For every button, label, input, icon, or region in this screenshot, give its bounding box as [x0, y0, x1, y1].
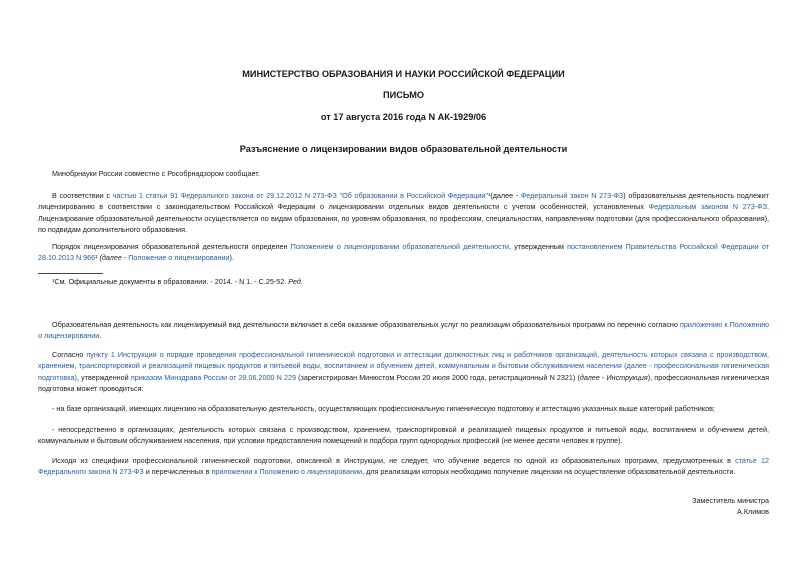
intro-paragraph: Минобрнауки России совместно с Рособрнадзором сообщает.: [52, 169, 260, 178]
health-ministry-order-229-link[interactable]: приказом Минздрава России от 29.06.2000 N 229: [130, 372, 296, 382]
paragraph-3: [38, 319, 769, 342]
licensing-annex-link[interactable]: приложению к Положению о лицензировании: [38, 320, 769, 341]
document-type: ПИСЬМО: [382, 90, 425, 100]
signature-position: Заместитель министра: [692, 496, 769, 505]
footnote-mark: ¹: [52, 277, 55, 286]
law-273-article-12-link[interactable]: статье 12 Федерального закона N 273-ФЗ: [38, 456, 769, 477]
paragraph-5: - на базе организаций, имеющих лицензию на образовательную деятельность, осуществляющих профессиональную гигиеническую подготовку и аттестацию указанных выше категорий работников;: [52, 404, 715, 413]
footnote-mark: ¹: [95, 255, 98, 263]
text: Образовательная деятельность как лицензируемый вид деятельности включает в себя оказание образовательных услуг по реализации образовательных программ по перечню согласно: [52, 320, 680, 329]
text: ), профессиональная гигиеническая подготовка может проводиться:: [38, 372, 769, 393]
text: ).: [229, 253, 234, 263]
text: (далее -: [97, 253, 129, 263]
text: , для реализации которых необходимо получение лицензии на осуществление образовательной деятельности.: [362, 467, 736, 477]
hygiene-instruction-link[interactable]: пункту 1 Инструкции о порядке проведения профессиональной гигиенической подготовки и аттестации должностных лиц и работников организаций, деятельность которых связана с производством, хранением, транспортировкой и реализацией пищевых продуктов и питьевой воды, воспитанием и обучением детей, коммунальным и бытовым обслуживанием населения (далее - профессиональная гигиеническая подготовка): [38, 350, 769, 382]
text: Исходя из специфики профессиональной гигиенической подготовки, описанной в Инструкции, не следует, что обучение ведется по одной из образовательных программ, предусмотренных в: [52, 456, 736, 465]
licensing-regulation-link[interactable]: Положением о лицензировании образовательной деятельности: [290, 242, 510, 251]
text: Порядок лицензирования образовательной деятельности определен: [52, 242, 291, 251]
document-date-number: от 17 августа 2016 года N АК-1929/06: [320, 112, 487, 122]
text: (зарегистрирован Минюстом России 20 июля 2000 года, регистрационный N 2321) (: [295, 372, 580, 382]
text: . Лицензирование образовательной деятельности осуществляется по видам образования, по уровням образования, по профессиям, специальностям, направлениям подготовки (для профессионального образования), по подвидам дополнительного образования.: [38, 202, 769, 234]
paragraph-6: - непосредственно в организациях, деятельность которых связана с производством, хранением, транспортировкой и реализацией пищевых продуктов и питьевой воды, воспитанием и обучением детей, коммунальным и бытовым обслуживанием населения, при условии предоставления помещений и подбора групп однородных профессий (не менее десяти человек в группе).: [38, 425, 769, 446]
text: ) образовательная деятельность подлежит лицензированию в соответствии с законодательством Российской Федерации о лицензировании отдельных видов деятельности с учетом особенностей, установленных: [38, 191, 769, 212]
signature-name: А.Климов: [737, 507, 769, 516]
document-subject: Разъяснение о лицензировании видов образовательной деятельности: [239, 144, 568, 154]
text: и перечисленных в: [143, 467, 212, 477]
text-ref-mark: ¹: [487, 191, 491, 200]
paragraph-7: [38, 455, 769, 478]
law-273-link-2[interactable]: Федеральным законом N 273-ФЗ: [648, 202, 767, 212]
paragraph-4: [38, 349, 769, 394]
footnote-editor-note: Ред.: [288, 277, 303, 286]
ministry-title: МИНИСТЕРСТВО ОБРАЗОВАНИЯ И НАУКИ РОССИЙСКОЙ ФЕДЕРАЦИИ: [242, 69, 565, 79]
text: , утвержденной: [76, 372, 131, 382]
text: .: [99, 331, 102, 341]
law-273-article-91-link[interactable]: частью 1 статьи 91 Федерального закона от 29.12.2012 N 273-ФЗ "Об образовании в Российской Федерации": [112, 191, 488, 200]
text: далее - Инструкция: [579, 372, 648, 382]
government-decree-966-link[interactable]: постановлением Правительства Российской Федерации от 28.10.2013 N 966: [38, 242, 769, 263]
text: В соответствии с: [52, 191, 113, 200]
law-273-link[interactable]: Федеральный закон N 273-ФЗ: [520, 191, 624, 200]
text: Согласно: [52, 350, 87, 359]
footnote-divider: [38, 273, 103, 274]
footnote-text: См. Официальные документы в образовании. - 2014. - N 1. - С.25-52.: [54, 277, 289, 286]
paragraph-2: [38, 241, 769, 265]
paragraph-1: [38, 190, 769, 235]
licensing-annex-link-2[interactable]: приложении к Положению о лицензировании: [211, 467, 363, 477]
licensing-regulation-link-2[interactable]: Положение о лицензировании: [128, 253, 230, 263]
text: (далее -: [490, 191, 521, 200]
footnote: [52, 276, 769, 287]
text: , утвержденным: [509, 242, 568, 251]
